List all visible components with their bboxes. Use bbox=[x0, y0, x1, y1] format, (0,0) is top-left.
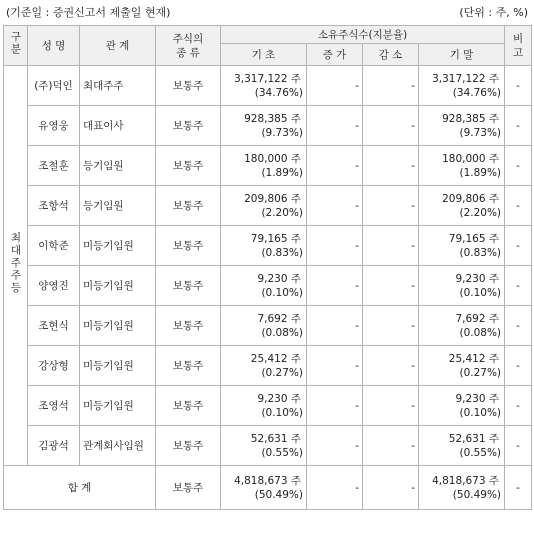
begin-cell: 7,692 주 (0.08%) bbox=[221, 306, 307, 346]
relation-cell: 미등기임원 bbox=[80, 346, 156, 386]
end-cell: 928,385 주 (9.73%) bbox=[419, 106, 505, 146]
relation-cell: 최대주주 bbox=[80, 66, 156, 106]
total-row bbox=[4, 466, 532, 510]
total-stock-type: 보통주 bbox=[156, 466, 221, 510]
stock-type-cell: 보통주 bbox=[156, 106, 221, 146]
name-cell: 조항석 bbox=[28, 186, 80, 226]
relation-cell: 미등기임원 bbox=[80, 226, 156, 266]
end-cell: 7,692 주 (0.08%) bbox=[419, 306, 505, 346]
end-cell: 79,165 주 (0.83%) bbox=[419, 226, 505, 266]
increase-cell: - bbox=[307, 226, 363, 266]
increase-cell: - bbox=[307, 186, 363, 226]
stock-type-cell: 보통주 bbox=[156, 186, 221, 226]
relation-cell: 미등기임원 bbox=[80, 306, 156, 346]
relation-cell: 관계회사임원 bbox=[80, 426, 156, 466]
stock-type-header: 주식의 종 류 bbox=[156, 26, 221, 66]
decrease-cell: - bbox=[363, 266, 419, 306]
stock-type-cell: 보통주 bbox=[156, 426, 221, 466]
table-row bbox=[4, 226, 532, 266]
decrease-cell: - bbox=[363, 226, 419, 266]
stock-type-cell: 보통주 bbox=[156, 306, 221, 346]
header-row-top bbox=[4, 26, 532, 44]
end-cell: 25,412 주 (0.27%) bbox=[419, 346, 505, 386]
stock-type-cell: 보통주 bbox=[156, 226, 221, 266]
note-cell: - bbox=[505, 226, 532, 266]
table-row bbox=[4, 386, 532, 426]
note-cell: - bbox=[505, 426, 532, 466]
stock-type-cell: 보통주 bbox=[156, 266, 221, 306]
increase-cell: - bbox=[307, 426, 363, 466]
relation-cell: 미등기임원 bbox=[80, 266, 156, 306]
name-cell: 유영웅 bbox=[28, 106, 80, 146]
name-header: 성 명 bbox=[28, 26, 80, 66]
name-cell: 조영석 bbox=[28, 386, 80, 426]
end-cell: 180,000 주 (1.89%) bbox=[419, 146, 505, 186]
stock-type-cell: 보통주 bbox=[156, 66, 221, 106]
increase-cell: - bbox=[307, 266, 363, 306]
relation-cell: 등기임원 bbox=[80, 186, 156, 226]
increase-cell: - bbox=[307, 66, 363, 106]
decrease-cell: - bbox=[363, 106, 419, 146]
name-cell: 이학준 bbox=[28, 226, 80, 266]
begin-header: 기 초 bbox=[221, 44, 307, 66]
increase-cell: - bbox=[307, 146, 363, 186]
end-cell: 209,806 주 (2.20%) bbox=[419, 186, 505, 226]
category-header: 구분 bbox=[4, 26, 28, 66]
name-cell: 양영진 bbox=[28, 266, 80, 306]
end-cell: 52,631 주 (0.55%) bbox=[419, 426, 505, 466]
decrease-cell: - bbox=[363, 426, 419, 466]
increase-cell: - bbox=[307, 346, 363, 386]
begin-cell: 9,230 주 (0.10%) bbox=[221, 386, 307, 426]
total-end-cell: 4,818,673 주 (50.49%) bbox=[419, 466, 505, 510]
end-header: 기 말 bbox=[419, 44, 505, 66]
note-cell: - bbox=[505, 306, 532, 346]
decrease-cell: - bbox=[363, 186, 419, 226]
table-row bbox=[4, 346, 532, 386]
name-cell: 조현식 bbox=[28, 306, 80, 346]
name-cell: (주)덕인 bbox=[28, 66, 80, 106]
increase-cell: - bbox=[307, 306, 363, 346]
decrease-cell: - bbox=[363, 306, 419, 346]
decrease-cell: - bbox=[363, 66, 419, 106]
relation-header: 관 계 bbox=[80, 26, 156, 66]
table-row bbox=[4, 186, 532, 226]
begin-cell: 25,412 주 (0.27%) bbox=[221, 346, 307, 386]
table-row bbox=[4, 106, 532, 146]
begin-cell: 52,631 주 (0.55%) bbox=[221, 426, 307, 466]
note-cell: - bbox=[505, 66, 532, 106]
note-cell: - bbox=[505, 346, 532, 386]
total-increase-cell: - bbox=[307, 466, 363, 510]
begin-cell: 209,806 주 (2.20%) bbox=[221, 186, 307, 226]
name-cell: 조철훈 bbox=[28, 146, 80, 186]
increase-header: 증 가 bbox=[307, 44, 363, 66]
name-cell: 강상형 bbox=[28, 346, 80, 386]
note-cell: - bbox=[505, 266, 532, 306]
decrease-cell: - bbox=[363, 346, 419, 386]
relation-cell: 등기임원 bbox=[80, 146, 156, 186]
note-cell: - bbox=[505, 186, 532, 226]
total-begin-cell: 4,818,673 주 (50.49%) bbox=[221, 466, 307, 510]
begin-cell: 9,230 주 (0.10%) bbox=[221, 266, 307, 306]
table-caption bbox=[6, 4, 528, 20]
shareholder-table bbox=[3, 25, 532, 510]
begin-cell: 180,000 주 (1.89%) bbox=[221, 146, 307, 186]
increase-cell: - bbox=[307, 386, 363, 426]
total-decrease-cell: - bbox=[363, 466, 419, 510]
table-row bbox=[4, 306, 532, 346]
decrease-cell: - bbox=[363, 146, 419, 186]
note-cell: - bbox=[505, 386, 532, 426]
note-header: 비 고 bbox=[505, 26, 532, 66]
table-row bbox=[4, 66, 532, 106]
shares-group-header: 소유주식수(지분율) bbox=[221, 26, 505, 44]
decrease-header: 감 소 bbox=[363, 44, 419, 66]
begin-cell: 3,317,122 주 (34.76%) bbox=[221, 66, 307, 106]
group-label-cell: 최대주주등 bbox=[4, 66, 28, 466]
begin-cell: 928,385 주 (9.73%) bbox=[221, 106, 307, 146]
table-row bbox=[4, 146, 532, 186]
relation-cell: 미등기임원 bbox=[80, 386, 156, 426]
unit-note: (단위 : 주, %) bbox=[459, 6, 528, 19]
note-cell: - bbox=[505, 106, 532, 146]
total-label: 합 계 bbox=[4, 466, 156, 510]
end-cell: 3,317,122 주 (34.76%) bbox=[419, 66, 505, 106]
end-cell: 9,230 주 (0.10%) bbox=[419, 386, 505, 426]
relation-cell: 대표이사 bbox=[80, 106, 156, 146]
name-cell: 김광석 bbox=[28, 426, 80, 466]
table-row bbox=[4, 426, 532, 466]
end-cell: 9,230 주 (0.10%) bbox=[419, 266, 505, 306]
table-row bbox=[4, 266, 532, 306]
decrease-cell: - bbox=[363, 386, 419, 426]
total-note-cell: - bbox=[505, 466, 532, 510]
note-cell: - bbox=[505, 146, 532, 186]
begin-cell: 79,165 주 (0.83%) bbox=[221, 226, 307, 266]
increase-cell: - bbox=[307, 106, 363, 146]
stock-type-cell: 보통주 bbox=[156, 146, 221, 186]
stock-type-cell: 보통주 bbox=[156, 346, 221, 386]
stock-type-cell: 보통주 bbox=[156, 386, 221, 426]
basis-date-note: (기준일 : 증권신고서 제출일 현재) bbox=[6, 6, 171, 19]
